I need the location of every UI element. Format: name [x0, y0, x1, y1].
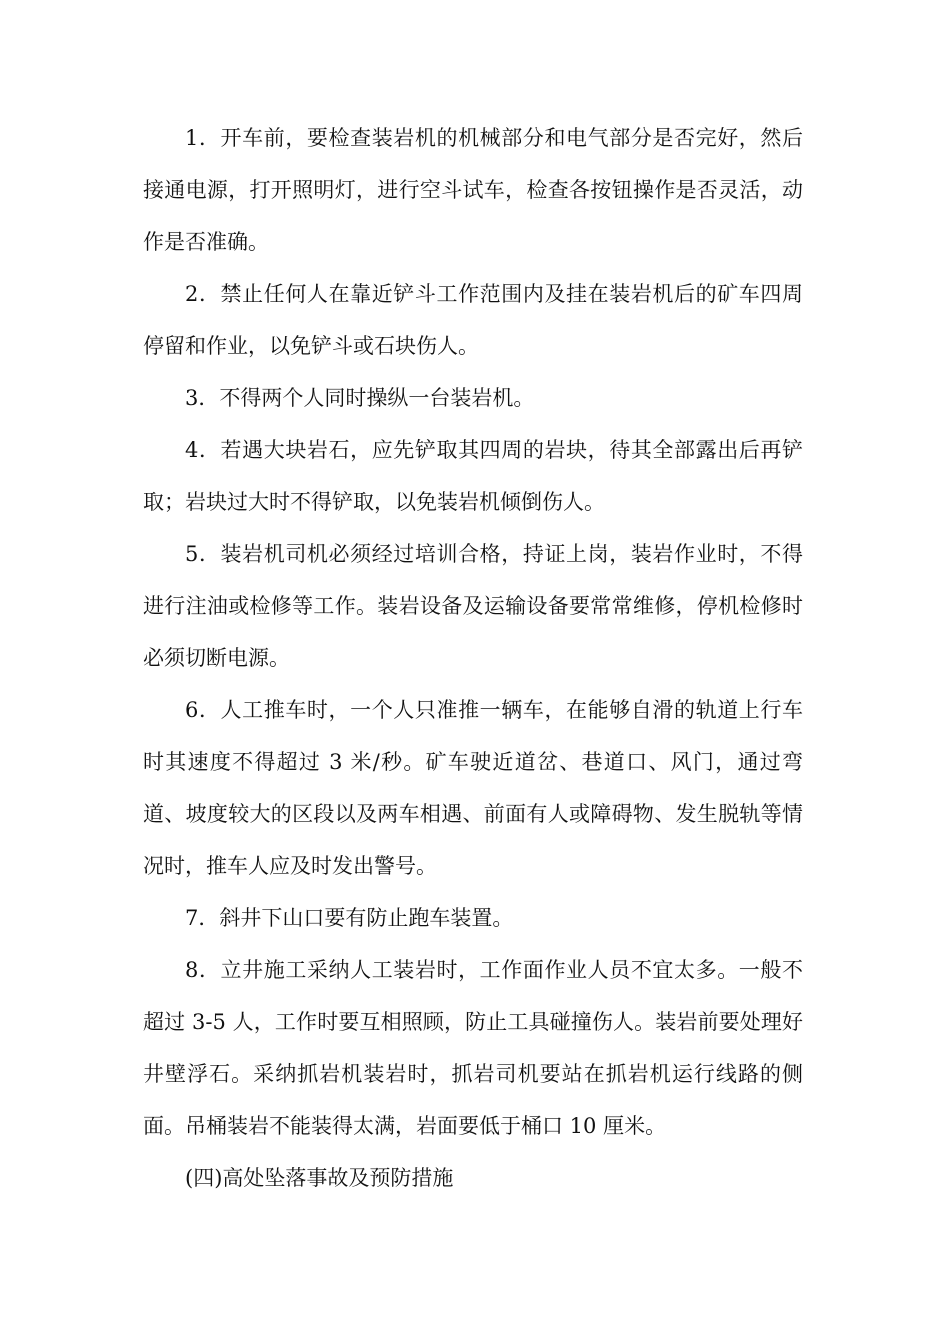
paragraph-6: 6．人工推车时，一个人只准推一辆车，在能够自滑的轨道上行车时其速度不得超过 3 米/秒。矿车驶近道岔、巷道口、风门，通过弯道、坡度较大的区段以及两车相遇、前面有人或障碍物、发生脱轨等情况时，推车人应及时发出警号。 — [143, 698, 803, 878]
paragraph-8: 8．立井施工采纳人工装岩时，工作面作业人员不宜太多。一般不超过 3-5 人，工作时要互相照顾，防止工具碰撞伤人。装岩前要处理好井壁浮石。采纳抓岩机装岩时，抓岩司机要站在抓岩机运行线路的侧面。吊桶装岩不能装得太满，岩面要低于桶口 10 厘米。 — [143, 958, 803, 1138]
paragraph-7: 7．斜井下山口要有防止跑车装置。 — [185, 906, 514, 930]
paragraph-5: 5．装岩机司机必须经过培训合格，持证上岗，装岩作业时，不得进行注油或检修等工作。装岩设备及运输设备要常常维修，停机检修时必须切断电源。 — [143, 542, 803, 670]
document-body — [143, 112, 803, 1204]
paragraph-1: 1．开车前，要检查装岩机的机械部分和电气部分是否完好，然后接通电源，打开照明灯，进行空斗试车，检查各按钮操作是否灵活，动作是否准确。 — [143, 126, 803, 254]
paragraph-2: 2．禁止任何人在靠近铲斗工作范围内及挂在装岩机后的矿车四周停留和作业，以免铲斗或石块伤人。 — [143, 282, 803, 358]
paragraph-4: 4．若遇大块岩石，应先铲取其四周的岩块，待其全部露出后再铲取；岩块过大时不得铲取，以免装岩机倾倒伤人。 — [143, 438, 803, 514]
paragraph-3: 3．不得两个人同时操纵一台装岩机。 — [185, 386, 535, 410]
section-heading: (四)高处坠落事故及预防措施 — [185, 1166, 454, 1190]
